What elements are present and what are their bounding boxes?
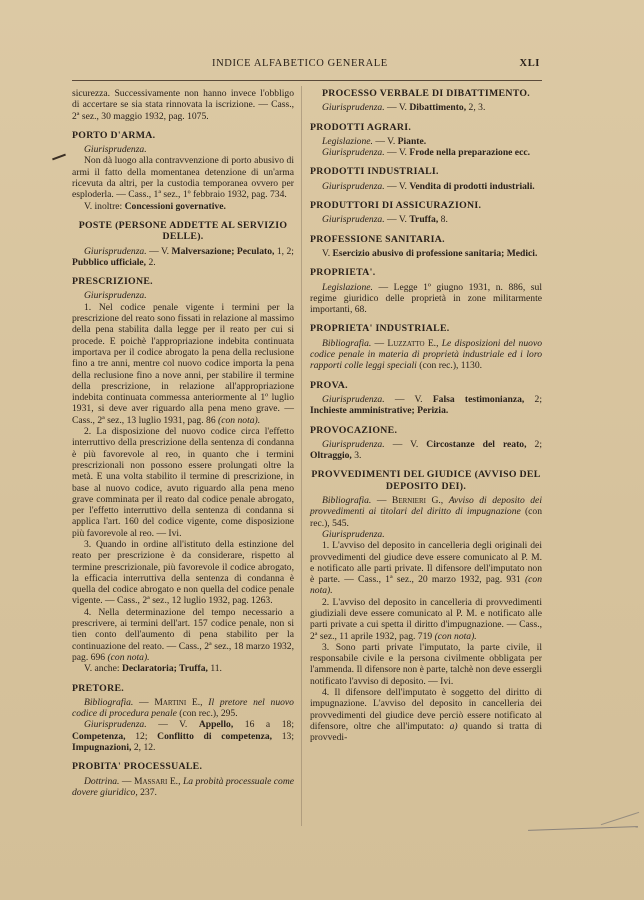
margin-mark [52,154,66,161]
entry-heading-prescrizione: PRESCRIZIONE. [72,276,153,288]
entry-paragraph: 2. La disposizione del nuovo codice circa l'effetto interruttivo della prescrizione della sentenza di condanna è più favorevole al reo, in quanto che i termini prescrizionali non possono essere prolungati oltre la metà. E una volta stabilito il termine di prescrizione, in base al nuovo codice, avuto riguardo alla pena meno grave comminata per il reato dal codice penale abrogato, per l'effetto interruttivo della sentenza di condanna si applica l'art. 160 del codice vigente, come disposizione più favorevole al reo. — Ivi. [72,426,294,539]
running-title: INDICE ALFABETICO GENERALE [212,58,388,69]
entry-heading-pretore: PRETORE. [72,682,125,694]
entry-text: Giurisprudenza. — V. Vendita di prodotti industriali. [322,180,535,192]
entry-paragraph: 4. Il difensore dell'imputato è soggetto del diritto di impugnazione. L'avviso del deposito in cancelleria dei provvedimenti del giudice deve perciò essere notificato al difensore, oltre che all'imputato: a) quando si tratta di provvedi- [310,687,542,744]
see-also: V. Esercizio abusivo di professione sanitaria; Medici. [322,247,538,259]
header-rule [72,80,542,81]
entry-text: Non dà luogo alla contravvenzione di porto abusivo di armi il fatto della momentanea detenzione di un'arma ricevuta da altri, per la custodia temporanea ovvero per esploderla. — Cass., 1ª sez., 1º febbraio 1932, pag. 734. [72,155,294,201]
entry-text: Bibliografia. — Martini E., Il pretore nel nuovo codice di procedura penale (con rec.), 295. [72,696,294,720]
column-divider [301,86,302,826]
entry-text: Bibliografia. — Luzzatto E., Le disposizioni del nuovo codice penale in materia di proprietà industriale ed i loro rapporti colle leggi speciali (con rec.), 1130. [310,337,542,372]
see-also: V. inoltre: Concessioni governative. [84,200,226,212]
pencil-mark [528,826,638,831]
entry-paragraph: 2. L'avviso del deposito in cancelleria di provvedimenti giudiziali deve essere comunicato al P. M. e notificato alle parti private a cui spetta il diritto d'impugnazione. — Cass., 2ª sez., 11 aprile 1932, pag. 719 (con nota). [310,596,542,642]
entry-heading-proprieta: PROPRIETA'. [310,267,376,279]
entry-text: Bibliografia. — Bernieri G., Avviso di deposito dei provvedimenti ai titolari del diritto di impugnazione (con rec.), 545. [310,495,542,529]
entry-heading-prodotti-agrari: PRODOTTI AGRARI. [310,121,412,133]
entry-heading-proprieta-industriale: PROPRIETA' INDUSTRIALE. [310,323,450,335]
see-also: V. anche: Declaratoria; Truffa, 11. [84,663,222,675]
entry-text: Giurisprudenza. — V. Dibattimento, 2, 3. [322,102,486,114]
entry-paragraph: 1. Nel codice penale vigente i termini per la prescrizione del reato sono fissati in relazione al massimo della pena stabilita dalla legge per il reato per cui si procede. E poichè l'appropriazione indebita continuata importava per il codice abrogato la pena della reclusione fino a tre anni, mentre col nuovo codice importa la pena della reclusione fino a nove anni, per stabilire il termine della prescrizione, in relazione all'appropriazione indebita continuata commessa anteriormente al 1º luglio 1931, si deve aver riguardo alla pena meno grave. — Cass., 2ª sez., 13 luglio 1931, pag. 86 (con nota). [72,301,294,426]
left-column [72,88,294,798]
entry-text: Giurisprudenza. — V. Truffa, 8. [322,214,448,226]
subheading: Giurisprudenza. [322,528,385,540]
entry-paragraph: 3. Sono parti private l'imputato, la parte civile, il responsabile civile e la persona civilmente obbligata per l'ammenda. Il difensore non è parte, talchè non deve essergli notificato l'avviso di deposito. — Ivi. [310,641,542,687]
entry-heading-provvedimenti: PROVVEDIMENTI DEL GIUDICE (AVVISO DEL DEPOSITO DEI). [311,469,541,492]
right-column [310,88,542,744]
entry-text: Giurisprudenza. — V. Frode nella preparazione ecc. [322,147,530,159]
entry-heading-provocazione: PROVOCAZIONE. [310,424,398,436]
subheading: Giurisprudenza. [84,290,147,302]
entry-heading-professione-sanitaria: PROFESSIONE SANITARIA. [310,233,445,245]
pencil-mark [601,812,639,825]
entry-text: Giurisprudenza. — V. Falsa testimonianza, 2; Inchieste amministrative; Perizia. [310,393,542,417]
entry-text: Giurisprudenza. — V. Malversazione; Peculato, 1, 2; Pubblico ufficiale, 2. [72,245,294,268]
entry-heading-porto: PORTO D'ARMA. [72,129,156,141]
entry-heading-produttori: PRODUTTORI DI ASSICURAZIONI. [310,200,482,212]
page-header [72,58,540,74]
entry-heading-prova: PROVA. [310,379,348,391]
page-number: XLI [519,58,540,69]
entry-text: Giurisprudenza. — V. Appello, 16 a 18; Competenza, 12; Conflitto di competenza, 13; Impugnazioni, 2, 12. [72,719,295,754]
entry-text: Legislazione. — V. Piante. [322,135,427,147]
entry-text: Legislazione. — Legge 1º giugno 1931, n. 886, sul regime giuridico delle proprietà in zone militarmente importanti, 68. [310,281,542,316]
entry-heading-probita: PROBITA' PROCESSUALE. [72,761,203,773]
entry-text: Giurisprudenza. — V. Circostanze del reato, 2; Oltraggio, 3. [310,438,542,462]
entry-paragraph: 4. Nella determinazione del tempo necessario a prescrivere, ai termini dell'art. 157 codice penale, non si tien conto dell'aumento di pena stabilito per la continuazione del reato. — Cass., 2ª sez., 18 marzo 1932, pag. 696 (con nota). [72,606,294,663]
entry-heading-processo-verbale: PROCESSO VERBALE DI DIBATTIMENTO. [321,88,531,99]
entry-heading-prodotti-industriali: PRODOTTI INDUSTRIALI. [310,166,439,178]
entry-heading-poste: POSTE (PERSONE ADDETTE AL SERVIZIO DELLE). [78,219,288,243]
subheading: Giurisprudenza. [84,144,147,156]
continued-text: sicurezza. Successivamente non hanno invece l'obbligo di accertare se sia stata rinnovata la iscrizione. — Cass., 2ª sez., 30 maggio 1932, pag. 1075. [72,88,294,122]
entry-text: Dottrina. — Massari E., La probità processuale come dovere giuridico, 237. [72,775,295,798]
entry-paragraph: 3. Quando in ordine all'istituto della estinzione del reato per prescrizione è da considerare, rispetto al termine prescrizionale, più favorevole il codice abrogato, la efficacia interruttiva della sentenza di condanna è quella del codice abrogato e non quella del codice penale vigente. — Cass., 2ª sez., 12 luglio 1932, pag. 1263. [72,538,294,607]
entry-paragraph: 1. L'avviso del deposito in cancelleria degli originali dei provvedimenti del giudice deve essere comunicato al P. M. e notificato alle parti private. Il difensore dell'imputato non è parte. — Cass., 1ª sez., 20 marzo 1932, pag. 931 (con nota). [310,540,542,597]
